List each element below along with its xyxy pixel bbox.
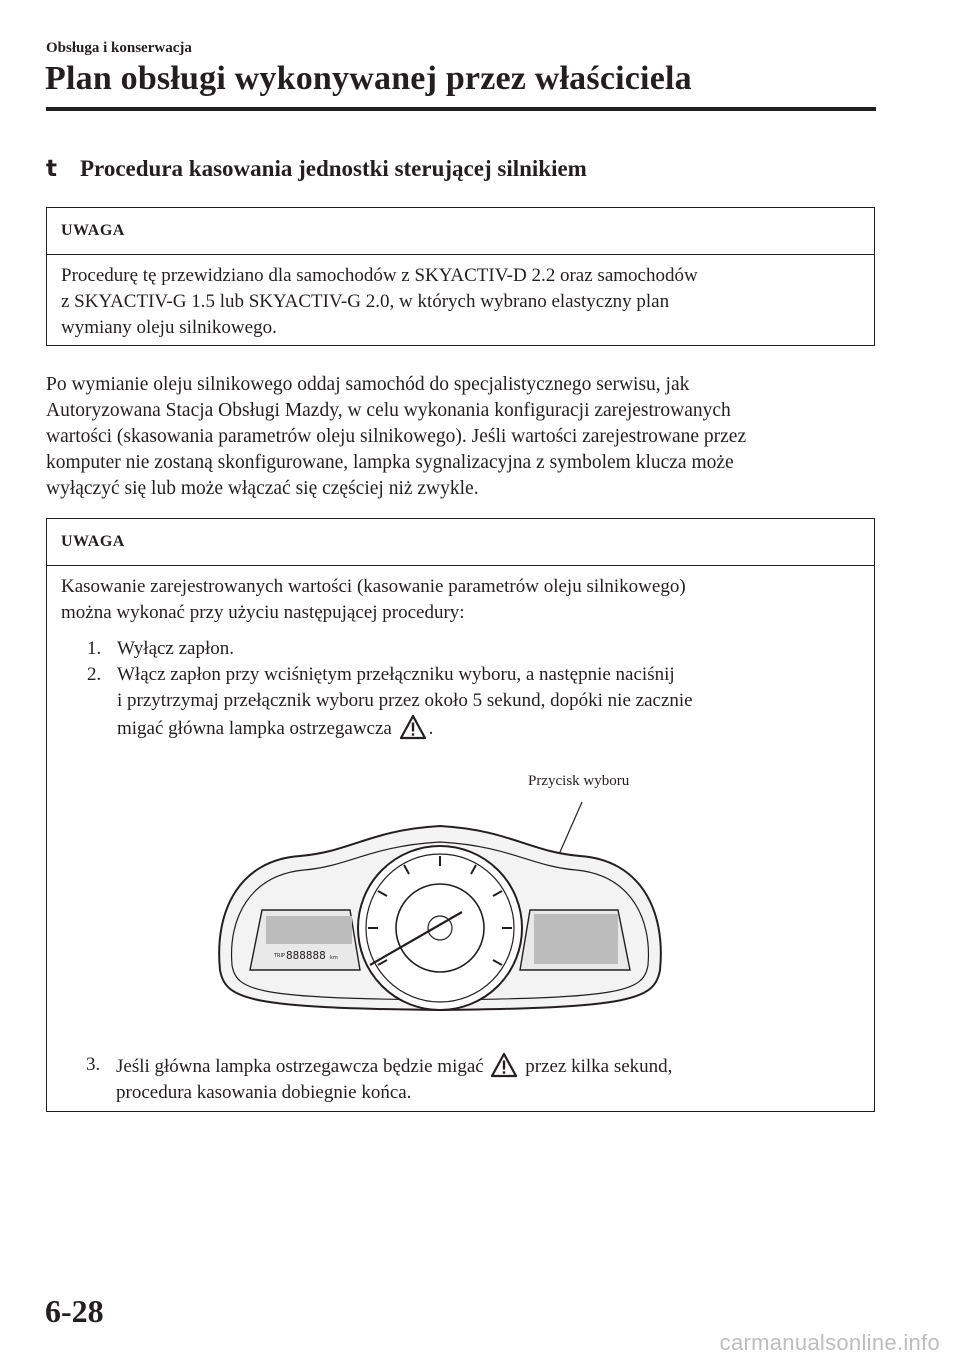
paragraph-line: Autoryzowana Stacja Obsługi Mazdy, w celu wykonania konfiguracji zarejestrowanych [46, 400, 731, 421]
warning-triangle-icon [399, 714, 427, 740]
body-paragraph [46, 372, 876, 502]
step-line [116, 1052, 846, 1080]
note-box-1 [46, 207, 875, 346]
step-item [87, 662, 860, 742]
step-line-text: Jeśli główna lampka ostrzegawcza będzie migać [116, 1056, 484, 1077]
subsection-heading [46, 156, 587, 182]
note-body-2 [47, 566, 874, 742]
page-number: 6-28 [45, 1293, 104, 1329]
subsection-bullet: t [46, 156, 57, 182]
step-item [87, 636, 860, 662]
step-item-3 [86, 1052, 846, 1106]
paragraph-line: wartości (skasowania parametrów oleju silnikowego). Jeśli wartości zarejestrowane przez [46, 426, 747, 447]
step-line: Włącz zapłon przy wciśniętym przełączniku wyboru, a następnie naciśnij [117, 664, 675, 685]
note2-intro-line: można wykonać przy użyciu następującej procedury: [61, 602, 465, 623]
callout-label-select-button: Przycisk wyboru [528, 773, 630, 789]
step-number: 3. [86, 1054, 101, 1075]
step-line-text: przez kilka sekund, [525, 1056, 673, 1077]
step-line-text: migać główna lampka ostrzegawcza [117, 718, 392, 739]
page-title: Plan obsługi wykonywanej przez właściciela [45, 60, 692, 97]
note-body-1 [47, 255, 874, 341]
note2-intro-line: Kasowanie zarejestrowanych wartości (kasowanie parametrów oleju silnikowego) [61, 576, 686, 597]
instrument-cluster-diagram [200, 760, 680, 1020]
warning-triangle-icon [490, 1052, 518, 1078]
title-rule [46, 107, 876, 111]
note1-line: Procedurę tę przewidziano dla samochodów z SKYACTIV-D 2.2 oraz samochodów [61, 265, 698, 286]
paragraph-line: komputer nie zostaną skonfigurowane, lampka sygnalizacyjna z symbolem klucza może [46, 452, 734, 473]
step-number: 2. [87, 664, 102, 685]
steps-list [87, 636, 860, 742]
step-line: i przytrzymaj przełącznik wyboru przez około 5 sekund, dopóki nie zacznie [117, 690, 693, 711]
watermark: carmanualsonline.info [719, 1330, 940, 1355]
odometer-unit: km [330, 955, 338, 961]
subsection-title: Procedura kasowania jednostki sterującej silnikiem [80, 156, 587, 181]
step-line-tail: . [428, 718, 434, 739]
note-heading-1: UWAGA [47, 208, 874, 255]
step-line: Wyłącz zapłon. [117, 638, 235, 659]
note1-line: z SKYACTIV-G 1.5 lub SKYACTIV-G 2.0, w których wybrano elastyczny plan [61, 291, 670, 312]
paragraph-line: Po wymianie oleju silnikowego oddaj samochód do specjalistycznego serwisu, jak [46, 374, 690, 395]
odometer-prefix: TRIP [274, 953, 286, 959]
odometer-readout: 888888 [286, 949, 326, 962]
paragraph-line: wyłączyć się lub może włączać się częściej niż zwykle. [46, 478, 479, 499]
step-line: procedura kasowania dobiegnie końca. [116, 1082, 412, 1103]
step-number: 1. [87, 638, 102, 659]
note1-line: wymiany oleju silnikowego. [61, 317, 277, 338]
section-label: Obsługa i konserwacja [46, 40, 192, 56]
step-line [117, 714, 860, 742]
note-heading-2: UWAGA [47, 519, 874, 566]
